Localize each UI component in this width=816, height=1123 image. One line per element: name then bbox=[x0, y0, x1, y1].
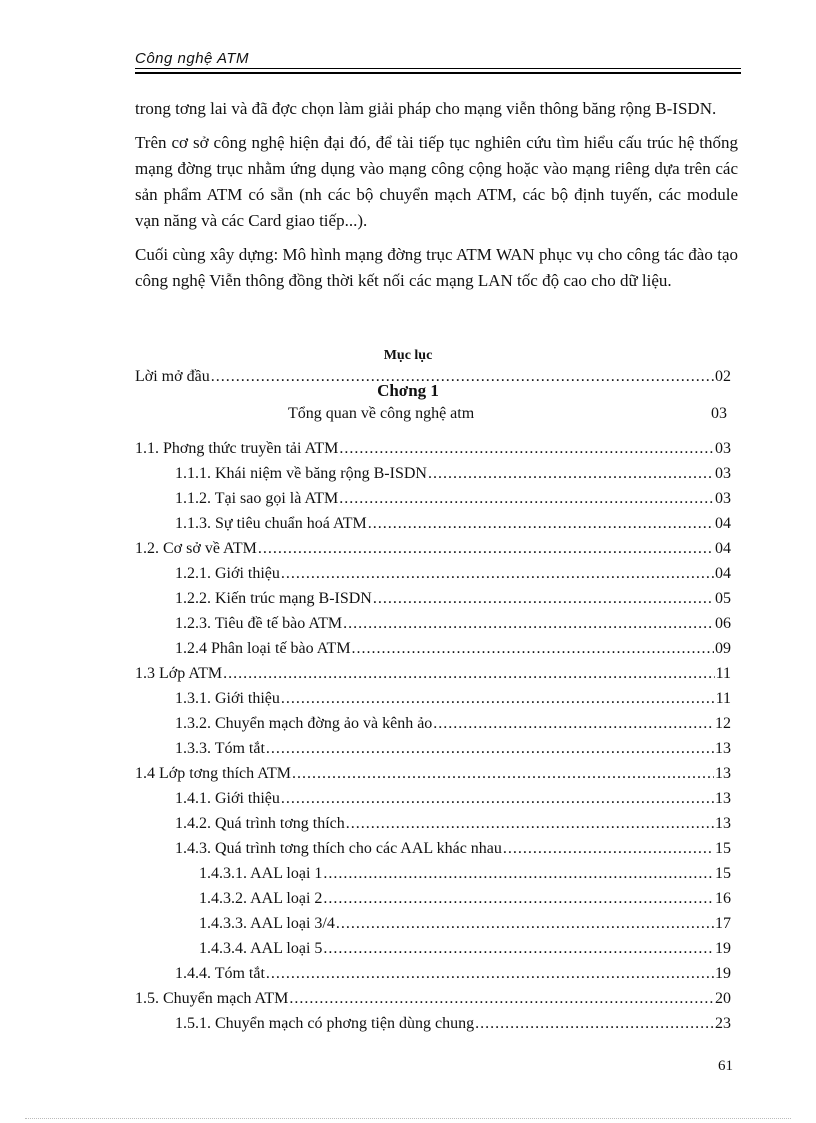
toc-leader bbox=[223, 661, 714, 686]
toc-entry-page: 11 bbox=[715, 690, 731, 707]
toc-entry-label: 1.1.1. Khái niệm về băng rộng B-ISDN bbox=[175, 465, 427, 482]
toc-entry-label: 1.2.2. Kiến trúc mạng B-ISDN bbox=[175, 590, 372, 607]
toc-entry-page: 03 bbox=[715, 440, 731, 457]
toc-entry-label: 1.4.3.4. AAL loại 5 bbox=[199, 940, 323, 957]
toc-leader bbox=[281, 561, 714, 586]
toc-list bbox=[135, 436, 731, 1036]
toc-leader bbox=[323, 886, 714, 911]
toc-entry-label: 1.2. Cơ sở về ATM bbox=[135, 540, 257, 557]
toc-leader bbox=[503, 836, 714, 861]
toc-entry[interactable] bbox=[135, 761, 731, 786]
toc-entry-label: Lời mở đầu bbox=[135, 368, 210, 385]
toc-entry-label: 1.2.1. Giới thiệu bbox=[175, 565, 280, 582]
toc-leader bbox=[346, 811, 714, 836]
toc-entry-label: 1.5. Chuyển mạch ATM bbox=[135, 990, 289, 1007]
toc-leader bbox=[292, 761, 714, 786]
toc-entry[interactable] bbox=[135, 861, 731, 886]
toc-entry-page: 04 bbox=[715, 565, 731, 582]
toc-entry-label: 1.3.3. Tóm tắt bbox=[175, 740, 265, 757]
toc-entry-page: 13 bbox=[715, 765, 731, 782]
toc-entry[interactable] bbox=[135, 1011, 731, 1036]
toc-entry[interactable] bbox=[135, 811, 731, 836]
toc-entry-page: 23 bbox=[715, 1015, 731, 1032]
chapter-page: 03 bbox=[711, 405, 727, 422]
toc-entry-label: 1.1.2. Tại sao gọi là ATM bbox=[175, 490, 339, 507]
toc-entry[interactable] bbox=[135, 786, 731, 811]
toc-entry[interactable] bbox=[135, 886, 731, 911]
page-number: 61 bbox=[718, 1058, 733, 1074]
toc-entry[interactable] bbox=[135, 661, 731, 686]
toc-entry-label: 1.4.3.3. AAL loại 3/4 bbox=[199, 915, 335, 932]
toc-entry[interactable] bbox=[135, 986, 731, 1011]
toc-entry-page: 12 bbox=[715, 715, 731, 732]
toc-entry[interactable] bbox=[135, 836, 731, 861]
toc-entry-page: 09 bbox=[715, 640, 731, 657]
toc-leader bbox=[475, 1011, 714, 1036]
toc-entry-page: 19 bbox=[715, 940, 731, 957]
header-rule-thick bbox=[135, 72, 741, 74]
toc-entry-page: 11 bbox=[715, 665, 731, 682]
chapter-heading: Chơng 1 bbox=[377, 381, 439, 400]
toc-entry[interactable] bbox=[135, 586, 731, 611]
toc-entry-page: 04 bbox=[715, 515, 731, 532]
toc-leader bbox=[428, 461, 714, 486]
toc-entry-page: 19 bbox=[715, 965, 731, 982]
running-header: Công nghệ ATM bbox=[135, 50, 250, 67]
toc-entry-page: 03 bbox=[715, 490, 731, 507]
paragraph: Cuối cùng xây dựng: Mô hình mạng đờng trục ATM WAN phục vụ cho công tác đào tạo công nghệ Viễn thông đồng thời kết nối các mạng LAN tốc độ cao cho dữ liệu. bbox=[135, 245, 738, 290]
toc-entry[interactable] bbox=[135, 461, 731, 486]
toc-entry-label: 1.4.4. Tóm tắt bbox=[175, 965, 265, 982]
bottom-border bbox=[25, 1118, 791, 1119]
toc-leader bbox=[281, 786, 714, 811]
toc-entry-page: 06 bbox=[715, 615, 731, 632]
toc-leader bbox=[433, 711, 714, 736]
toc-entry-page: 13 bbox=[715, 815, 731, 832]
toc-entry-label: 1.1.3. Sự tiêu chuẩn hoá ATM bbox=[175, 515, 367, 532]
toc-entry[interactable] bbox=[135, 561, 731, 586]
toc-entry[interactable] bbox=[135, 686, 731, 711]
toc-entry-page: 15 bbox=[715, 840, 731, 857]
toc-leader bbox=[368, 511, 714, 536]
toc-entry[interactable] bbox=[135, 436, 731, 461]
toc-entry-label: 1.2.3. Tiêu đề tế bào ATM bbox=[175, 615, 343, 632]
toc-entry-label: 1.4.3.2. AAL loại 2 bbox=[199, 890, 323, 907]
toc-leader bbox=[352, 636, 714, 661]
toc-entry-page: 17 bbox=[715, 915, 731, 932]
toc-entry-label: 1.1. Phơng thức truyền tải ATM bbox=[135, 440, 339, 457]
toc-entry-page: 04 bbox=[715, 540, 731, 557]
toc-entry-label: 1.4.1. Giới thiệu bbox=[175, 790, 280, 807]
toc-entry-page: 05 bbox=[715, 590, 731, 607]
toc-entry[interactable] bbox=[135, 936, 731, 961]
toc-entry-page: 16 bbox=[715, 890, 731, 907]
toc-entry-label: 1.4.2. Quá trình tơng thích bbox=[175, 815, 345, 832]
toc-entry[interactable] bbox=[135, 511, 731, 536]
chapter-subtitle: Tổng quan về công nghệ atm bbox=[288, 405, 475, 422]
paragraph: Trên cơ sở công nghệ hiện đại đó, để tài tiếp tục nghiên cứu tìm hiểu cấu trúc hệ thống mạng đờng trục nhằm ứng dụng vào mạng công cộng hoặc vào mạng riêng dựa trên các sản phẩm ATM có sẵn (nh các bộ chuyển mạch ATM, các bộ định tuyến, các module vạn năng và các Card giao tiếp...). bbox=[135, 133, 738, 230]
toc-entry[interactable] bbox=[135, 736, 731, 761]
toc-entry-label: 1.3 Lớp ATM bbox=[135, 665, 223, 682]
toc-leader bbox=[339, 486, 714, 511]
toc-leader bbox=[289, 986, 714, 1011]
toc-leader bbox=[266, 736, 714, 761]
toc-entry[interactable] bbox=[135, 486, 731, 511]
toc-entry-label: 1.4.3.1. AAL loại 1 bbox=[199, 865, 323, 882]
toc-title: Mục lục bbox=[383, 348, 433, 363]
toc-leader bbox=[373, 586, 714, 611]
toc-leader bbox=[343, 611, 714, 636]
toc-leader bbox=[281, 686, 715, 711]
toc-leader bbox=[323, 936, 714, 961]
toc-leader bbox=[323, 861, 714, 886]
toc-entry[interactable] bbox=[135, 711, 731, 736]
toc-entry-label: 1.5.1. Chuyển mạch có phơng tiện dùng chung bbox=[175, 1015, 475, 1032]
toc-leader bbox=[258, 536, 714, 561]
toc-leader bbox=[336, 911, 714, 936]
toc-entry-label: 1.4 Lớp tơng thích ATM bbox=[135, 765, 292, 782]
header-rule-thin bbox=[135, 68, 741, 69]
toc-entry-page: 20 bbox=[715, 990, 731, 1007]
toc-entry-label: 1.3.1. Giới thiệu bbox=[175, 690, 280, 707]
toc-leader bbox=[266, 961, 714, 986]
toc-entry-page: 13 bbox=[715, 790, 731, 807]
toc-entry-label: 1.3.2. Chuyển mạch đờng ảo và kênh ảo bbox=[175, 715, 433, 732]
toc-entry-page: 03 bbox=[715, 465, 731, 482]
toc-entry[interactable] bbox=[135, 536, 731, 561]
toc-entry-label: 1.2.4 Phân loại tế bào ATM bbox=[175, 640, 351, 657]
toc-entry[interactable] bbox=[135, 911, 731, 936]
toc-entry[interactable] bbox=[135, 611, 731, 636]
paragraph: trong tơng lai và đã đợc chọn làm giải pháp cho mạng viễn thông băng rộng B-ISDN. bbox=[135, 99, 717, 118]
body-text bbox=[135, 96, 738, 302]
toc-entry-label: 1.4.3. Quá trình tơng thích cho các AAL khác nhau bbox=[175, 840, 502, 857]
toc-leader bbox=[339, 436, 714, 461]
toc-entry[interactable] bbox=[135, 961, 731, 986]
toc-entry-page: 15 bbox=[715, 865, 731, 882]
toc-entry-page: 13 bbox=[715, 740, 731, 757]
toc-entry-page: 02 bbox=[715, 368, 731, 385]
toc-entry[interactable] bbox=[135, 636, 731, 661]
